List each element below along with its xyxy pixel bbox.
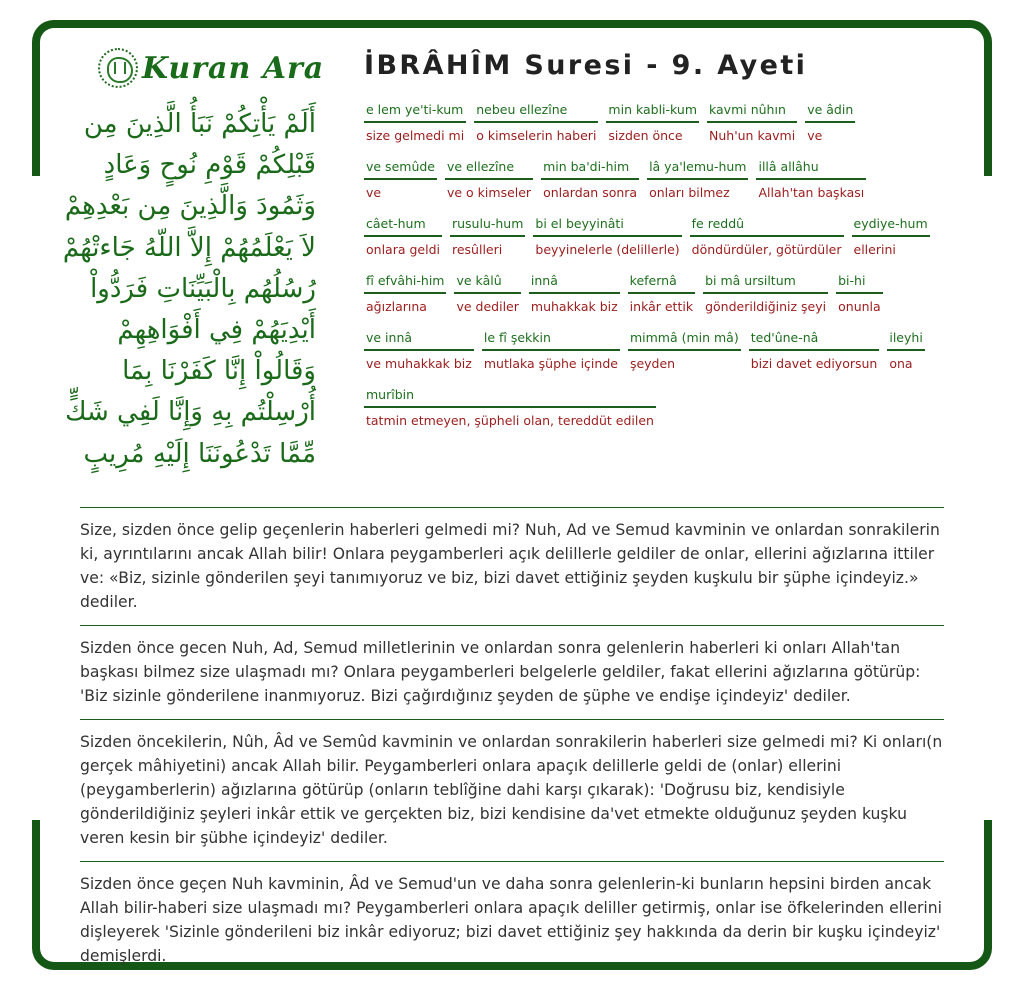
word-transliteration: illâ allâhu	[756, 157, 866, 180]
translations-list	[80, 507, 944, 979]
word-transliteration: ve semûde	[364, 157, 437, 180]
word-item[interactable]	[836, 271, 883, 318]
word-item[interactable]	[647, 157, 748, 204]
word-item[interactable]	[690, 214, 844, 261]
word-item[interactable]	[533, 214, 681, 261]
word-item[interactable]	[364, 214, 442, 261]
translation-item: Size, sizden önce gelip geçenlerin haberleri gelmedi mi? Nuh, Ad ve Semud kavminin ve onlardan sonrakilerin ki, ayrıntılarını ancak Allah bilir! Onlara peygamberleri açık delillerle geldiler de onlar, ellerini ağızlarına ittiler ve: «Biz, sizinle gönderilen şeyi tanımıyoruz ve biz, bizi davet ettiğiniz şeyden kuşkulu bir şüphe içindeyiz.» dediler.	[80, 507, 944, 625]
word-item[interactable]	[749, 328, 880, 375]
word-meaning: ağızlarına	[366, 299, 427, 314]
word-transliteration: min kabli-kum	[606, 100, 699, 123]
word-item[interactable]	[628, 328, 741, 375]
word-meaning: ve muhakkak biz	[366, 356, 472, 371]
word-meaning: Nuh'un kavmi	[709, 128, 796, 143]
word-transliteration: lâ ya'lemu-hum	[647, 157, 748, 180]
word-item[interactable]	[707, 100, 797, 147]
site-logo[interactable]	[98, 46, 325, 90]
translation-item: Sizden öncekilerin, Nûh, Âd ve Semûd kavminin ve onlardan sonrakilerin haberleri size gelmedi mi? Ki onları(n gerçek mâhiyetini) ancak Allah bilir. Peygamberleri onlara apaçık delillerle geldi de (onlar) ellerini (peygamberlerin) ağızlarına götürüp (onların teblîğine dahi karşı çıkarak): 'Doğrusu biz, kendisiyle gönderildiğiniz şeyleri inkâr ettik ve gerçekten biz, bizi kendisine da'vet etmekte olduğunuz şeyden kuşku veren kesin bir şübhe içindeyiz' dediler.	[80, 719, 944, 861]
word-transliteration: kavmi nûhın	[707, 100, 797, 123]
word-item[interactable]	[541, 157, 639, 204]
word-item[interactable]	[364, 100, 466, 147]
word-meaning: o kimselerin haberi	[476, 128, 597, 143]
word-meaning: ona	[889, 356, 913, 371]
word-transliteration: ve kâlû	[454, 271, 520, 294]
word-transliteration: kefernâ	[628, 271, 695, 294]
word-item[interactable]	[364, 385, 656, 432]
word-meaning: bizi davet ediyorsun	[750, 356, 878, 371]
word-item[interactable]	[887, 328, 924, 375]
word-item[interactable]	[529, 271, 620, 318]
word-transliteration: bi el beyyinâti	[533, 214, 681, 237]
word-transliteration: le fî şekkin	[482, 328, 620, 351]
page-title: İBRÂHÎM Suresi - 9. Ayeti	[364, 50, 808, 81]
word-transliteration: ve innâ	[364, 328, 474, 351]
word-transliteration: câet-hum	[364, 214, 442, 237]
word-meaning: ellerini	[853, 242, 896, 257]
word-item[interactable]	[756, 157, 866, 204]
word-transliteration: eydiye-hum	[852, 214, 930, 237]
word-transliteration: fe reddû	[690, 214, 844, 237]
word-item[interactable]	[364, 328, 474, 375]
word-transliteration: ve ellezîne	[445, 157, 533, 180]
word-transliteration: mimmâ (min mâ)	[628, 328, 741, 351]
word-meaning: onlara geldi	[366, 242, 440, 257]
word-item[interactable]	[445, 157, 533, 204]
word-transliteration: min ba'di-him	[541, 157, 639, 180]
word-meaning: beyyinelerle (delillerle)	[535, 242, 680, 257]
word-transliteration: e lem ye'ti-kum	[364, 100, 466, 123]
word-item[interactable]	[606, 100, 699, 147]
word-transliteration: nebeu ellezîne	[474, 100, 598, 123]
word-meaning: gönderildiğiniz şeyi	[705, 299, 827, 314]
word-item[interactable]	[482, 328, 620, 375]
word-item[interactable]	[474, 100, 598, 147]
word-item[interactable]	[628, 271, 695, 318]
word-meaning: tatmin etmeyen, şüpheli olan, tereddüt edilen	[366, 413, 654, 428]
word-meaning: ve	[807, 128, 823, 143]
word-by-word-grid	[364, 100, 944, 432]
word-item[interactable]	[454, 271, 520, 318]
word-meaning: size gelmedi mi	[366, 128, 465, 143]
word-meaning: şeyden	[629, 356, 676, 371]
word-meaning: ve dediler	[456, 299, 519, 314]
word-item[interactable]	[703, 271, 828, 318]
word-meaning: sizden önce	[608, 128, 683, 143]
word-transliteration: rusulu-hum	[450, 214, 525, 237]
logo-text: Kuran Ara	[142, 50, 325, 86]
translation-item: Sizden önce gecen Nuh, Ad, Semud milletlerinin ve onlardan sonra gelenlerin haberleri ki onları Allah'tan başkası bilmez size ulaşmadı mı? Onlara peygamberleri belgelerle geldiler, fakat ellerini ağızlarına götürüp: 'Biz sizinle gönderilene inanmıyoruz. Bizi çağırdığınız şeyden de şüphe ve endişe içindeyiz' dediler.	[80, 625, 944, 719]
word-meaning: döndürdüler, götürdüler	[691, 242, 842, 257]
quran-emblem-icon	[98, 48, 138, 88]
word-meaning: Allah'tan başkası	[758, 185, 865, 200]
word-transliteration: fî efvâhi-him	[364, 271, 446, 294]
word-meaning: ve	[366, 185, 382, 200]
word-transliteration: bi mâ ursiltum	[703, 271, 828, 294]
translation-item: Sizden önce geçen Nuh kavminin, Âd ve Semud'un ve daha sonra gelenlerin-ki bunların hepsini birden ancak Allah bilir-haberi size ulaşmadı mı? Peygamberleri onlara apaçık deliller getirmiş, onlar ise öfkelerinden ellerini dişleyerek 'Sizinle gönderileni biz inkâr ediyoruz; bizi davet ettiğiniz şey hakkında da derin bir kuşku içindeyiz' demişlerdi.	[80, 861, 944, 979]
word-transliteration: murîbin	[364, 385, 656, 408]
word-transliteration: ve âdin	[805, 100, 855, 123]
word-transliteration: innâ	[529, 271, 620, 294]
word-item[interactable]	[805, 100, 855, 147]
word-meaning: ve o kimseler	[447, 185, 532, 200]
word-transliteration: bi-hi	[836, 271, 883, 294]
word-meaning: inkâr ettik	[629, 299, 694, 314]
word-meaning: onunla	[838, 299, 881, 314]
word-transliteration: ileyhi	[887, 328, 924, 351]
arabic-verse: أَلَمْ يَأْتِكُمْ نَبَأُ الَّذِينَ مِن قَبْلِكُمْ قَوْمِ نُوحٍ وَعَادٍ وَثَمُودَ وَالَّذِينَ مِن بَعْدِهِمْ لاَ يَعْلَمُهُمْ إِلاَّ اللّهُ جَاءتْهُمْ رُسُلُهُم بِالْبَيِّنَاتِ فَرَدُّواْ أَيْدِيَهُمْ فِي أَفْوَاهِهِمْ وَقَالُواْ إِنَّا كَفَرْنَا بِمَا أُرْسِلْتُم بِهِ وَإِنَّا لَفِي شَكٍّ مِّمَّا تَدْعُونَنَا إِلَيْهِ مُرِيبٍ	[62, 109, 316, 469]
word-item[interactable]	[364, 157, 437, 204]
word-item[interactable]	[364, 271, 446, 318]
word-meaning: mutlaka şüphe içinde	[483, 356, 618, 371]
word-transliteration: ted'ûne-nâ	[749, 328, 880, 351]
word-meaning: onlardan sonra	[543, 185, 638, 200]
word-item[interactable]	[450, 214, 525, 261]
word-meaning: muhakkak biz	[530, 299, 618, 314]
word-meaning: onları bilmez	[649, 185, 730, 200]
word-item[interactable]	[852, 214, 930, 261]
word-meaning: resûlleri	[451, 242, 503, 257]
